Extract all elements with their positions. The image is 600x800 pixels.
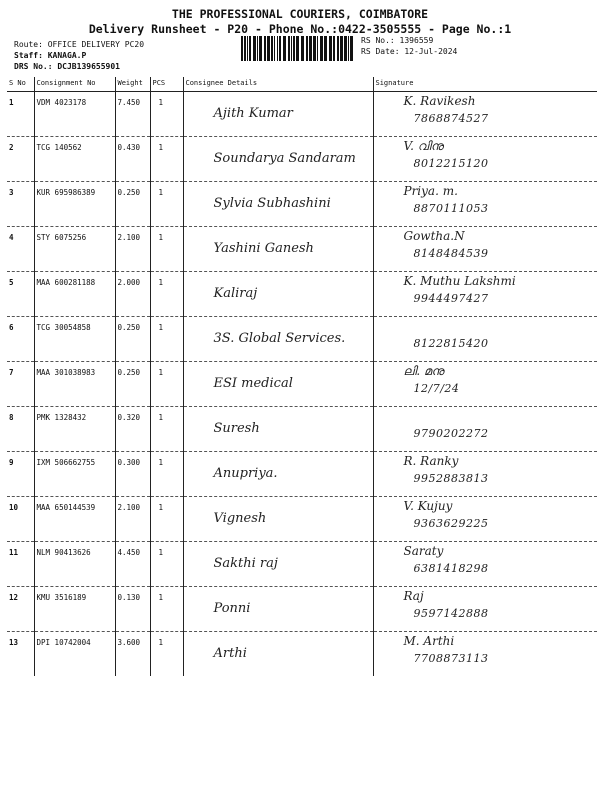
signature-phone: 8148484539 (413, 247, 489, 260)
row-consignment-no: STY 6075256 (34, 227, 115, 272)
consignee-handwriting: Suresh (213, 421, 260, 436)
row-sno: 8 (7, 407, 34, 452)
row-sno: 13 (9, 638, 19, 647)
consignee-handwriting: Kaliraj (213, 286, 258, 301)
row-sno: 5 (7, 272, 34, 317)
signature-name: Saraty (403, 544, 444, 558)
row-signature-cell (373, 272, 597, 317)
row-weight: 0.320 (115, 407, 150, 452)
row-consignment-no: TCG 140562 (34, 137, 115, 182)
row-consignment-no: TCG 30054858 (34, 317, 115, 362)
consignee-handwriting: Anupriya. (213, 466, 278, 481)
signature-name: K. Ravikesh (403, 94, 476, 108)
drs-value: DCJB139655901 (57, 62, 120, 71)
row-signature-cell (373, 137, 597, 182)
row-consignee-cell (183, 92, 373, 137)
row-consignee-cell (183, 452, 373, 497)
staff-line (14, 51, 86, 60)
rs-no-line (361, 36, 433, 45)
row-weight: 0.250 (115, 317, 150, 362)
signature-phone: 8012215120 (413, 157, 489, 170)
table-row (7, 542, 597, 587)
row-pcs: 1 (150, 317, 183, 362)
row-signature-cell (373, 497, 597, 542)
table-row (7, 452, 597, 497)
table-header-row (7, 77, 597, 92)
rs-date-label: RS Date: (361, 47, 400, 56)
row-consignee-cell (183, 272, 373, 317)
row-sno: 4 (7, 227, 34, 272)
signature-phone: 8870111053 (413, 202, 489, 215)
row-sno: 3 (7, 182, 34, 227)
row-pcs: 1 (150, 272, 183, 317)
row-pcs: 1 (150, 227, 183, 272)
row-sno: 12 (7, 587, 34, 632)
row-pcs: 1 (150, 92, 183, 137)
row-signature-cell (373, 407, 597, 452)
staff-value: KANAGA.P (47, 51, 87, 60)
staff-label: Staff: (14, 51, 43, 60)
signature-name: V. വിനു (403, 139, 444, 153)
row-consignment-no: KUR 695986389 (34, 182, 115, 227)
row-consignment-no: IXM 506662755 (34, 452, 115, 497)
table-row (7, 92, 597, 137)
signature-phone: 7868874527 (413, 112, 489, 125)
rs-no-label: RS No.: (361, 36, 395, 45)
row-weight: 0.250 (115, 182, 150, 227)
signature-phone: 9790202272 (413, 427, 489, 440)
consignee-handwriting: Arthi (213, 646, 247, 661)
row-signature-cell (373, 452, 597, 497)
col-consignment: Consignment No (34, 77, 115, 92)
rs-date-value: 12-Jul-2024 (404, 47, 458, 56)
table-row (7, 317, 597, 362)
row-consignee-cell (183, 542, 373, 587)
row-sno: 1 (7, 92, 34, 137)
drs-line (14, 62, 120, 71)
row-pcs: 1 (150, 182, 183, 227)
row-consignee-cell (183, 587, 373, 632)
row-signature-cell (373, 587, 597, 632)
signature-phone: 7708873113 (413, 652, 489, 665)
signature-name: V. Kujuy (403, 499, 453, 513)
consignee-handwriting: Sakthi raj (213, 556, 278, 571)
row-signature-cell (373, 542, 597, 587)
row-pcs: 1 (150, 587, 183, 632)
row-signature-cell (373, 227, 597, 272)
table-row (7, 587, 597, 632)
consignee-handwriting: ESI medical (213, 376, 293, 391)
row-sno: 6 (7, 317, 34, 362)
signature-phone: 9952883813 (413, 472, 489, 485)
row-consignment-no: MAA 301038983 (34, 362, 115, 407)
col-pcs: PCS (150, 77, 183, 92)
route-line (14, 40, 144, 49)
row-weight: 4.450 (115, 542, 150, 587)
row-pcs: 1 (150, 407, 183, 452)
signature-phone: 9944497427 (413, 292, 489, 305)
consignee-handwriting: Soundarya Sandaram (213, 151, 356, 166)
row-weight: 2.100 (115, 227, 150, 272)
row-pcs: 1 (150, 137, 183, 182)
row-consignment-no: PMK 1328432 (34, 407, 115, 452)
signature-name: Gowtha.N (403, 229, 465, 243)
table-row (7, 137, 597, 182)
route-label: Route: (14, 40, 43, 49)
route-value: OFFICE DELIVERY PC20 (47, 40, 145, 49)
row-pcs: 1 (150, 542, 183, 587)
row-consignee-cell (183, 317, 373, 362)
row-consignee-cell (183, 227, 373, 272)
consignee-handwriting: Ajith Kumar (213, 106, 293, 121)
row-consignment-no: VDM 4023178 (34, 92, 115, 137)
table-row (7, 272, 597, 317)
row-weight: 0.430 (115, 137, 150, 182)
col-sno: S No (7, 77, 34, 92)
row-signature-cell (373, 317, 597, 362)
consignee-handwriting: Sylvia Subhashini (213, 196, 331, 211)
signature-phone: 6381418298 (413, 562, 489, 575)
runsheet-subtitle: Delivery Runsheet - P20 - Phone No.:0422-3505555 - Page No.:1 (88, 22, 512, 36)
signature-name: M. Arthi (403, 634, 455, 648)
signature-name: K. Muthu Lakshmi (403, 274, 516, 288)
row-signature-cell (373, 632, 597, 677)
delivery-table (7, 77, 597, 676)
row-signature-cell (373, 92, 597, 137)
row-consignee-cell (183, 632, 373, 677)
row-weight: 0.130 (115, 587, 150, 632)
drs-label: DRS No.: (14, 62, 53, 71)
row-sno: 10 (7, 497, 34, 542)
signature-name: Raj (403, 589, 424, 603)
consignee-handwriting: Yashini Ganesh (213, 241, 314, 256)
row-signature-cell (373, 362, 597, 407)
company-title: THE PROFESSIONAL COURIERS, COIMBATORE (171, 7, 429, 21)
row-consignee-cell (183, 407, 373, 452)
row-sno: 11 (7, 542, 34, 587)
row-pcs: 1 (150, 632, 183, 677)
signature-phone: 9597142888 (413, 607, 489, 620)
rs-no-value: 1396559 (399, 36, 434, 45)
signature-name: R. Ranky (403, 454, 459, 468)
table-row (7, 182, 597, 227)
row-signature-cell (373, 182, 597, 227)
row-consignee-cell (183, 137, 373, 182)
row-consignee-cell (183, 362, 373, 407)
signature-phone: 8122815420 (413, 337, 489, 350)
signature-phone: 12/7/24 (413, 382, 460, 395)
table-row (7, 227, 597, 272)
row-weight: 0.300 (115, 452, 150, 497)
col-signature: Signature (373, 77, 597, 92)
row-consignee-cell (183, 182, 373, 227)
row-weight: 2.000 (115, 272, 150, 317)
row-weight: 3.600 (115, 632, 150, 677)
consignee-handwriting: 3S. Global Services. (213, 331, 346, 346)
consignee-handwriting: Ponni (213, 601, 251, 616)
table-row (7, 407, 597, 452)
signature-name: ലി. മനു (403, 364, 444, 378)
row-consignee-cell (183, 497, 373, 542)
row-consignment-no: MAA 600281188 (34, 272, 115, 317)
consignee-handwriting: Vignesh (213, 511, 267, 526)
row-weight: 0.250 (115, 362, 150, 407)
signature-name: Priya. m. (403, 184, 458, 198)
row-sno: 9 (7, 452, 34, 497)
row-pcs: 1 (150, 452, 183, 497)
col-weight: Weight (115, 77, 150, 92)
row-sno: 7 (7, 362, 34, 407)
row-sno: 2 (7, 137, 34, 182)
table-row (7, 632, 597, 677)
row-consignment-no: MAA 650144539 (34, 497, 115, 542)
col-consignee: Consignee Details (183, 77, 373, 92)
table-row (7, 362, 597, 407)
table-row (7, 497, 597, 542)
row-pcs: 1 (150, 497, 183, 542)
row-consignment-no: KMU 3516189 (34, 587, 115, 632)
row-weight: 7.450 (115, 92, 150, 137)
row-consignment-no: DPI 10742004 (34, 632, 115, 677)
signature-phone: 9363629225 (413, 517, 489, 530)
row-weight: 2.100 (115, 497, 150, 542)
barcode (241, 36, 355, 61)
rs-date-line (361, 47, 457, 56)
row-pcs: 1 (150, 362, 183, 407)
row-consignment-no: NLM 90413626 (34, 542, 115, 587)
